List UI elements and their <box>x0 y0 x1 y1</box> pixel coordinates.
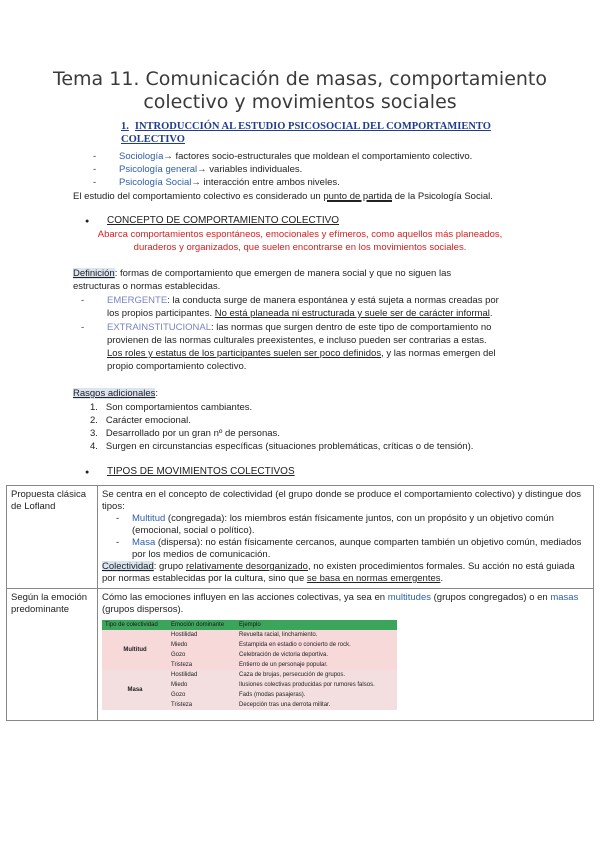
table-row: Masa Hostilidad Caza de brujas, persecución de grupos. <box>102 670 397 680</box>
section-heading-text: INTRODUCCIÓN AL ESTUDIO PSICOSOCIAL DEL COMPORTAMIENTO COLECTIVO <box>121 121 491 145</box>
list-item: 4. Surgen en circunstancias específicas (situaciones problemáticas, críticas o de tensión). <box>90 441 474 452</box>
tipos-heading: ● TIPOS DE MOVIMIENTOS COLECTIVOS <box>107 466 295 478</box>
table-row: Miedo Estampida en estadio o concierto de rock. <box>102 640 397 650</box>
definition-cont: estructuras o normas establecidas. <box>73 281 221 292</box>
list-item: - Psicología Social→ interacción entre ambos niveles. <box>119 177 340 189</box>
text-line: propio comportamiento colectivo. <box>107 361 247 372</box>
table-row: Gozo Fads (modas pasajeras). <box>102 690 397 700</box>
table-row <box>7 486 594 589</box>
table-row: Tristeza Decepción tras una derrota militar. <box>102 700 397 710</box>
row-label: Según la emoción predominante <box>7 589 98 721</box>
section-number: 1. <box>121 121 129 132</box>
intro-note: El estudio del comportamiento colectivo es considerado un punto de partida de la Psicología Social. <box>73 191 493 202</box>
group-label: Multitud <box>102 630 168 670</box>
row-label: Propuesta clásica de Lofland <box>7 486 98 589</box>
section-heading <box>121 120 521 146</box>
concept-heading: ● CONCEPTO DE COMPORTAMIENTO COLECTIVO <box>107 215 339 227</box>
table-row: Tristeza Entierro de un personaje popular. <box>102 660 397 670</box>
text-line: Los roles y estatus de los participantes suelen ser poco definidos, y las normas emergen del <box>107 348 496 359</box>
rasgos-label: Rasgos adicionales: <box>73 388 159 399</box>
group-label: Masa <box>102 670 168 710</box>
text-line: los propios participantes. No está planeada ni estructurada y suele ser de carácter informal. <box>107 308 493 319</box>
row-intro: Cómo las emociones influyen en las acciones colectivas, ya sea en multitudes (grupos congregados) o en masas (grupos dispersos). <box>102 592 579 615</box>
red-text-line: duraderos y organizados, que suelen encontrarse en los movimientos sociales. <box>133 242 467 253</box>
list-item: - Multitud (congregada): los miembros están físicamente juntos, con un propósito y un objetivo común (emocional, social o político). <box>116 513 554 536</box>
list-item: - Sociología→ factores socio-estructurales que moldean el comportamiento colectivo. <box>119 151 472 163</box>
list-item: 1. Son comportamientos cambiantes. <box>90 402 253 413</box>
table-row: Multitud Hostilidad Revuelta racial, linchamiento. <box>102 630 397 640</box>
list-item-emergente: - EMERGENTE: la conducta surge de manera espontánea y está sujeta a normas creadas por <box>107 295 499 307</box>
tipos-table <box>6 485 594 721</box>
table-row: Gozo Celebración de victoria deportiva. <box>102 650 397 660</box>
emotions-table <box>102 620 397 710</box>
row-content: Se centra en el concepto de colectividad (el grupo donde se produce el comportamiento colectivo) y distingue dos tipos: - Multitud (congregada): los miembros están físicamente juntos, con un propósito y un objetivo común (emocional, social o político). - Masa (dispersa): no están físicamente cercanos, aunque comparten también un objetivo común, mediados por los medios de comunicación. Colectividad: grupo relativamente desorganizado, no existen procedimientos formales. Su acción no está guiada por normas establecidas por la cultura, sino que se basa en normas emergentes. <box>98 486 594 589</box>
table-row: Miedo Ilusiones colectivas producidas por rumores falsos. <box>102 680 397 690</box>
table-row <box>7 589 594 721</box>
page-title: Tema 11. Comunicación de masas, comportamiento colectivo y movimientos sociales <box>52 68 548 113</box>
definition: Definición: formas de comportamiento que emergen de manera social y que no siguen las <box>73 268 452 279</box>
table-header-row: Tipo de colectividad Emoción dominante Ejemplo <box>102 620 397 630</box>
row-content <box>98 589 594 721</box>
list-item: 3. Desarrollado por un gran nº de personas. <box>90 428 280 439</box>
red-text-line: Abarca comportamientos espontáneos, emocionales y efímeros, como aquellos más planeados, <box>97 229 503 240</box>
colectividad-text: Colectividad: grupo relativamente desorganizado, no existen procedimientos formales. Su acción no está guiada por normas establecidas por la cultura, sino que se basa en normas emergentes. <box>102 561 575 584</box>
list-item: - Psicología general→ variables individuales. <box>119 164 302 176</box>
list-item-extrainstitucional: - EXTRAINSTITUCIONAL: las normas que surgen dentro de este tipo de comportamiento no <box>107 322 491 334</box>
list-item: 2. Carácter emocional. <box>90 415 191 426</box>
list-item: - Masa (dispersa): no están físicamente cercanos, aunque comparten también un objetivo común, mediados por los medios de comunicación. <box>116 537 582 560</box>
text-line: provienen de las normas culturales preexistentes, e incluso pueden ser contrarias a estas. <box>107 335 487 346</box>
